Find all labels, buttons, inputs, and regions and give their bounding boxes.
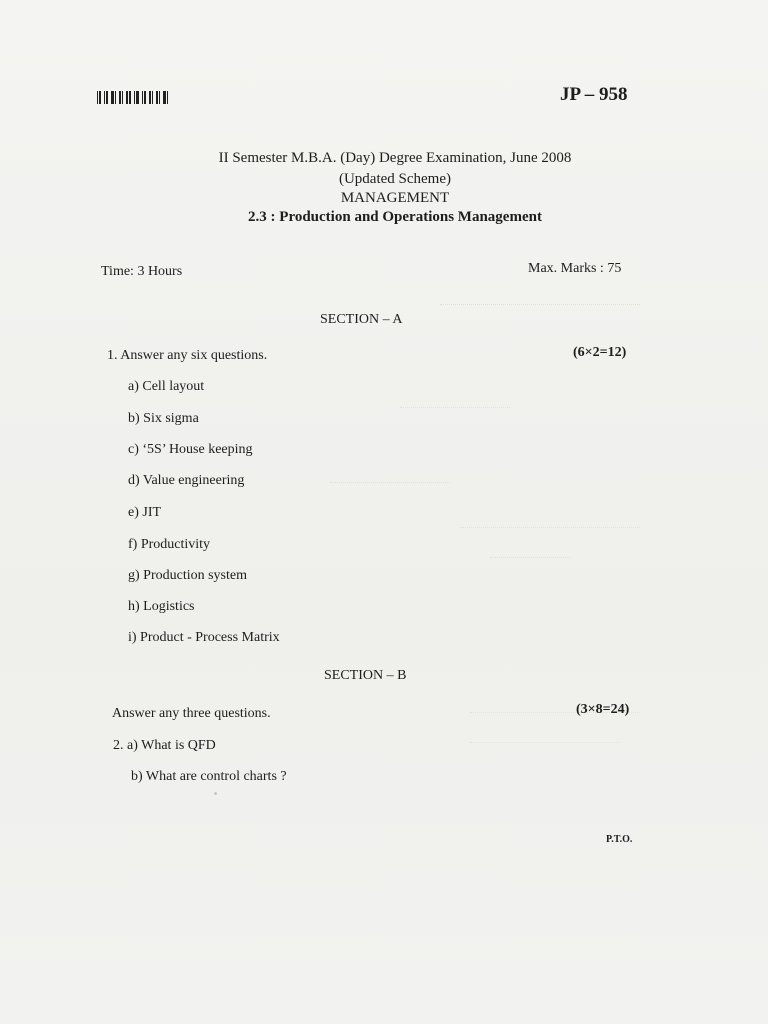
question-item: i) Product - Process Matrix: [128, 630, 280, 645]
question-item: f) Productivity: [128, 537, 211, 552]
barcode-bar: [99, 91, 101, 104]
barcode-bar: [149, 91, 151, 104]
barcode-bar: [111, 91, 114, 104]
paper-title: 2.3 : Production and Operations Management: [248, 209, 542, 225]
section-b-title: SECTION – B: [324, 668, 407, 683]
paper-code: JP – 958: [560, 84, 628, 105]
question-item: a) Cell layout: [128, 379, 205, 394]
barcode-bar: [104, 91, 105, 104]
paper-speck: [214, 792, 217, 795]
question-item: h) Logistics: [128, 599, 195, 614]
barcode-bar: [136, 91, 139, 104]
section-a-instruction: 1. Answer any six questions.: [107, 348, 268, 363]
bleed-through-text: [490, 545, 570, 558]
barcode-bar: [163, 91, 166, 104]
question-2b: b) What are control charts ?: [131, 769, 287, 784]
barcode-bar: [122, 91, 123, 104]
subject-title: MANAGEMENT: [340, 190, 450, 206]
question-2a: 2. a) What is QFD: [113, 738, 216, 753]
barcode-bar: [102, 91, 103, 104]
bleed-through-text: [330, 470, 450, 483]
exam-title: II Semester M.B.A. (Day) Degree Examination, June 2008: [218, 150, 572, 166]
time-label: Time: 3 Hours: [101, 264, 183, 279]
barcode-bar: [129, 91, 131, 104]
section-b-instruction: Answer any three questions.: [112, 706, 271, 721]
barcode: [97, 91, 181, 104]
barcode-bar: [152, 91, 153, 104]
barcode-bar: [142, 91, 143, 104]
question-item: e) JIT: [128, 505, 162, 520]
barcode-bar: [140, 91, 141, 104]
barcode-bar: [159, 91, 160, 104]
barcode-bar: [134, 91, 135, 104]
bleed-through-text: [460, 515, 640, 528]
barcode-bar: [115, 91, 116, 104]
barcode-bar: [156, 91, 158, 104]
barcode-bar: [126, 91, 128, 104]
bleed-through-text: [440, 290, 640, 305]
barcode-bar: [124, 91, 125, 104]
question-item: b) Six sigma: [128, 411, 199, 426]
barcode-bar: [169, 91, 171, 104]
section-a-marks: (6×2=12): [573, 345, 627, 360]
barcode-bar: [132, 91, 133, 104]
section-a-title: SECTION – A: [320, 312, 403, 327]
pto-label: P.T.O.: [606, 834, 633, 845]
scheme-label: (Updated Scheme): [338, 171, 452, 187]
barcode-bar: [117, 91, 118, 104]
barcode-bar: [106, 91, 108, 104]
barcode-bar: [154, 91, 155, 104]
barcode-bar: [144, 91, 146, 104]
bleed-through-text: [470, 730, 620, 743]
bleed-through-text: [400, 395, 510, 408]
barcode-bar: [161, 91, 162, 104]
barcode-bar: [97, 91, 98, 104]
barcode-bar: [147, 91, 148, 104]
section-b-marks: (3×8=24): [576, 702, 630, 717]
barcode-bar: [109, 91, 110, 104]
barcode-bar: [119, 91, 121, 104]
question-item: d) Value engineering: [128, 473, 245, 488]
max-marks-label: Max. Marks : 75: [528, 261, 622, 276]
question-item: g) Production system: [128, 568, 247, 583]
question-item: c) ‘5S’ House keeping: [128, 442, 253, 457]
barcode-bar: [167, 91, 168, 104]
